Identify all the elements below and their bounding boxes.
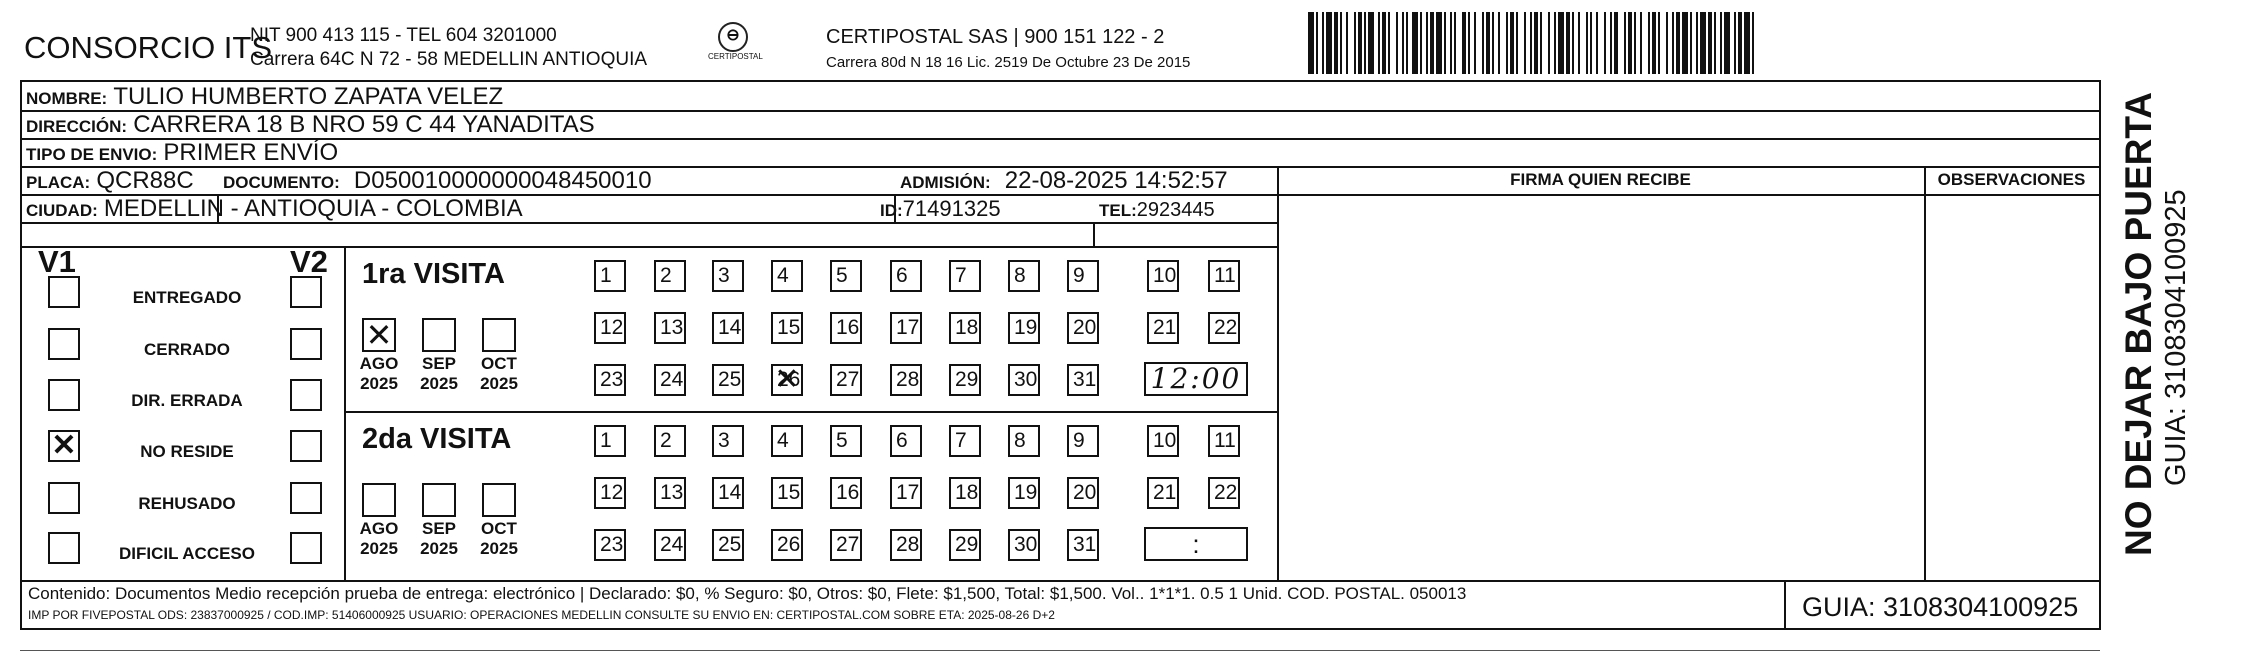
day-checkbox[interactable]: 14 — [712, 312, 744, 344]
ciudad-label: CIUDAD: — [26, 201, 98, 220]
barcode-bar — [1492, 12, 1494, 74]
day-checkbox[interactable]: 21 — [1147, 477, 1179, 509]
barcode-bar — [1708, 12, 1712, 74]
barcode-bar — [1558, 12, 1564, 74]
tel-row — [1099, 196, 1215, 224]
day-checkbox[interactable]: 1 — [594, 260, 626, 292]
v2-checkbox[interactable] — [290, 276, 322, 308]
v1-checkbox[interactable] — [48, 328, 80, 360]
barcode-bar — [1614, 12, 1618, 74]
day-checkbox[interactable]: 18 — [949, 477, 981, 509]
month-name: SEP — [421, 519, 457, 538]
contents-line: Contenido: Documentos Medio recepción prueba de entrega: electrónico | Declarado: $0, % Seguro: $0, Otros: $0, Flete: $1,500, Total: $1,500. Vol.. 1*1*1. 0.5 1 Unid. COD. POSTAL. 050013 — [28, 584, 1467, 603]
day-checkbox[interactable]: 10 — [1147, 260, 1179, 292]
day-checkbox[interactable]: 20 — [1067, 312, 1099, 344]
month-year: 2025 — [480, 374, 518, 393]
day-checkbox[interactable]: 7 — [949, 260, 981, 292]
day-checkbox[interactable]: 31 — [1067, 364, 1099, 396]
status-label: NO RESIDE — [140, 442, 234, 461]
day-checkbox[interactable]: 23 — [594, 364, 626, 396]
barcode-bar — [1534, 12, 1538, 74]
month-label — [412, 519, 466, 559]
visit-title: 1ra VISITA — [362, 258, 505, 290]
day-checkbox[interactable]: 24 — [654, 529, 686, 561]
print-info-line: IMP POR FIVEPOSTAL ODS: 23837000925 / COD.IMP: 51406000925 USUARIO: OPERACIONES MEDELLIN CONSULTE SU ENVIO EN: CERTIPOSTAL.COM SOBRE ETA: 2025-08-26 D+2 — [28, 608, 1055, 622]
nombre-value: TULIO HUMBERTO ZAPATA VELEZ — [113, 83, 504, 110]
day-checkbox[interactable]: 15 — [771, 312, 803, 344]
barcode-bar — [1596, 12, 1598, 74]
barcode-bar — [1624, 12, 1626, 74]
v2-header: V2 — [290, 244, 328, 279]
day-checkbox[interactable]: 29 — [949, 364, 981, 396]
barcode-bar — [1358, 12, 1362, 74]
id-value: 71491325 — [902, 196, 1001, 221]
nit-line: NIT 900 413 115 - TEL 604 3201000 — [250, 25, 557, 46]
barcode-bar — [1322, 12, 1324, 74]
barcode-bar — [1354, 12, 1356, 74]
month-year: 2025 — [360, 374, 398, 393]
barcode-bar — [1412, 12, 1418, 74]
barcode-bar — [1652, 12, 1656, 74]
day-checkbox[interactable]: 16 — [830, 477, 862, 509]
ciudad-row — [26, 196, 523, 224]
certipostal-address: Carrera 80d N 18 16 Lic. 2519 De Octubre 23 De 2015 — [826, 54, 1191, 71]
barcode-bar — [1572, 12, 1574, 74]
barcode-bar — [1738, 12, 1742, 74]
barcode-bar — [1672, 12, 1674, 74]
barcode-bar — [1734, 12, 1736, 74]
company-name: CONSORCIO ITS — [24, 30, 273, 65]
tel-label: TEL: — [1099, 201, 1137, 220]
month-checkbox[interactable] — [422, 318, 456, 352]
logo-text: CERTIPOSTAL — [708, 52, 763, 61]
barcode-bar — [1468, 12, 1470, 74]
barcode-bar — [1666, 12, 1668, 74]
day-checkbox[interactable]: 6 — [890, 260, 922, 292]
month-year: 2025 — [480, 539, 518, 558]
day-checkbox[interactable]: 3 — [712, 425, 744, 457]
barcode-bar — [1604, 12, 1606, 74]
month-checkbox[interactable] — [362, 483, 396, 517]
day-checkbox[interactable]: 24 — [654, 364, 686, 396]
v2-checkbox[interactable] — [290, 532, 322, 564]
day-checkbox[interactable]: 26 ✕ — [771, 364, 803, 396]
certipostal-info — [826, 24, 1190, 76]
barcode-bar — [1590, 12, 1592, 74]
barcode-bar — [1530, 12, 1532, 74]
day-checkbox[interactable]: 17 — [890, 477, 922, 509]
admision-value: 22-08-2025 14:52:57 — [1004, 167, 1228, 194]
barcode-bar — [1402, 12, 1404, 74]
tel-value: 2923445 — [1136, 199, 1215, 221]
day-checkbox[interactable]: 11 — [1208, 260, 1240, 292]
barcode-bar — [1566, 12, 1570, 74]
v1-checkbox[interactable] — [48, 379, 80, 411]
day-checkbox[interactable]: 3 — [712, 260, 744, 292]
visit-title: 2da VISITA — [362, 423, 512, 455]
firma-header: FIRMA QUIEN RECIBE — [1510, 170, 1691, 189]
day-checkbox[interactable]: 31 — [1067, 529, 1099, 561]
day-checkbox[interactable]: 8 — [1008, 425, 1040, 457]
day-checkbox[interactable]: 29 — [949, 529, 981, 561]
day-checkbox[interactable]: 12 — [594, 312, 626, 344]
barcode-bar — [1744, 12, 1750, 74]
day-checkbox[interactable]: 20 — [1067, 477, 1099, 509]
company-address: Carrera 64C N 72 - 58 MEDELLIN ANTIOQUIA — [250, 49, 648, 70]
day-checkbox[interactable]: 13 — [654, 312, 686, 344]
barcode-bar — [1326, 12, 1332, 74]
day-checkbox[interactable]: 17 — [890, 312, 922, 344]
month-name: AGO — [359, 354, 399, 373]
day-checkbox[interactable]: 1 — [594, 425, 626, 457]
v2-checkbox[interactable] — [290, 379, 322, 411]
v2-checkbox[interactable] — [290, 482, 322, 514]
barcode-bar — [1334, 12, 1338, 74]
month-checkbox[interactable] — [482, 318, 516, 352]
barcode-bar — [1554, 12, 1556, 74]
barcode-bar — [1420, 12, 1422, 74]
day-checkbox[interactable]: 4 — [771, 425, 803, 457]
admision-row — [900, 168, 1228, 196]
barcode-bar — [1450, 12, 1452, 74]
v1-header: V1 — [38, 244, 76, 279]
barcode-bar — [1462, 12, 1466, 74]
barcode-bar — [1578, 12, 1580, 74]
day-checkbox[interactable]: 27 — [830, 364, 862, 396]
barcode-bar — [1454, 12, 1456, 74]
barcode-bar — [1540, 12, 1542, 74]
barcode-bar — [1364, 12, 1366, 74]
documento-row — [223, 168, 652, 196]
day-checkbox[interactable]: 22 — [1208, 477, 1240, 509]
day-checkbox[interactable]: 2 — [654, 425, 686, 457]
status-label: REHUSADO — [138, 494, 236, 513]
day-checkbox[interactable]: 7 — [949, 425, 981, 457]
barcode-bar — [1516, 12, 1518, 74]
status-label: CERRADO — [144, 340, 230, 359]
day-checkbox[interactable]: 22 — [1208, 312, 1240, 344]
day-checkbox[interactable]: 9 — [1067, 425, 1099, 457]
month-label — [352, 519, 406, 559]
barcode-bar — [1658, 12, 1660, 74]
month-checkbox[interactable] — [482, 483, 516, 517]
barcode-bar — [1498, 12, 1500, 74]
day-checkbox[interactable]: 2 — [654, 260, 686, 292]
day-checkbox[interactable]: 25 — [712, 364, 744, 396]
month-label — [412, 354, 466, 394]
month-name: OCT — [481, 519, 517, 538]
barcode-bar — [1482, 12, 1484, 74]
month-checkbox[interactable] — [362, 318, 396, 352]
barcode-bar — [1406, 12, 1408, 74]
barcode-bar — [1700, 12, 1706, 74]
day-checkbox[interactable]: 14 — [712, 477, 744, 509]
day-checkbox[interactable]: 11 — [1208, 425, 1240, 457]
barcode-bar — [1474, 12, 1476, 74]
day-checkbox[interactable]: 25 — [712, 529, 744, 561]
barcode-bar — [1368, 12, 1374, 74]
month-label — [472, 354, 526, 394]
month-label — [352, 354, 406, 394]
barcode-bar — [1346, 12, 1348, 74]
month-name: SEP — [421, 354, 457, 373]
barcode-bar — [1524, 12, 1526, 74]
barcode — [1308, 12, 1948, 74]
barcode-bar — [1586, 12, 1588, 74]
barcode-bar — [1640, 12, 1642, 74]
placa-value: QCR88C — [96, 167, 194, 194]
barcode-bar — [1628, 12, 1632, 74]
placa-label: PLACA: — [26, 173, 91, 192]
v1-checkbox[interactable] — [48, 482, 80, 514]
observaciones-header: OBSERVACIONES — [1937, 170, 2086, 189]
admision-label: ADMISIÓN: — [900, 173, 991, 192]
documento-label: DOCUMENTO: — [223, 173, 340, 192]
time-field[interactable]: : — [1144, 527, 1248, 561]
barcode-bar — [1690, 12, 1692, 74]
month-year: 2025 — [420, 539, 458, 558]
month-name: OCT — [481, 354, 517, 373]
v2-checkbox[interactable] — [290, 430, 322, 462]
day-checkbox[interactable]: 4 — [771, 260, 803, 292]
barcode-bar — [1682, 12, 1688, 74]
barcode-bar — [1510, 12, 1514, 74]
barcode-bar — [1316, 12, 1318, 74]
barcode-bar — [1382, 12, 1386, 74]
day-checkbox[interactable]: 6 — [890, 425, 922, 457]
id-label: ID: — [880, 201, 903, 220]
barcode-bar — [1378, 12, 1380, 74]
month-year: 2025 — [420, 374, 458, 393]
day-checkbox[interactable]: 28 — [890, 364, 922, 396]
day-checkbox[interactable]: 5 — [830, 260, 862, 292]
barcode-bar — [1308, 12, 1314, 74]
month-year: 2025 — [360, 539, 398, 558]
direccion-row — [26, 112, 595, 140]
day-checkbox[interactable]: 30 — [1008, 364, 1040, 396]
direccion-value: CARRERA 18 B NRO 59 C 44 YANADITAS — [133, 111, 595, 138]
v1-checkbox[interactable] — [48, 276, 80, 308]
day-checkbox[interactable]: 30 — [1008, 529, 1040, 561]
v1-checkbox[interactable] — [48, 430, 80, 462]
day-checkbox[interactable]: 28 — [890, 529, 922, 561]
v2-checkbox[interactable] — [290, 328, 322, 360]
month-label — [472, 519, 526, 559]
id-row — [880, 196, 1001, 224]
barcode-bar — [1610, 12, 1612, 74]
barcode-bar — [1444, 12, 1446, 74]
day-checkbox[interactable]: 9 — [1067, 260, 1099, 292]
day-checkbox[interactable]: 16 — [830, 312, 862, 344]
logo-icon: ⊖ — [718, 22, 748, 52]
barcode-bar — [1340, 12, 1342, 74]
tipo-row — [26, 140, 338, 168]
barcode-bar — [1714, 12, 1716, 74]
ciudad-value: MEDELLIN - ANTIOQUIA - COLOMBIA — [103, 195, 523, 222]
barcode-bar — [1486, 12, 1490, 74]
tipo-label: TIPO DE ENVIO: — [26, 145, 158, 164]
day-checkbox[interactable]: 13 — [654, 477, 686, 509]
day-checkbox[interactable]: 19 — [1008, 477, 1040, 509]
time-field[interactable]: 12:00 — [1144, 362, 1248, 396]
day-checkbox[interactable]: 15 — [771, 477, 803, 509]
guia-number: GUIA: 3108304100925 — [1802, 592, 2079, 622]
barcode-bar — [1696, 12, 1698, 74]
side-guia: GUIA: 3108304100925 — [2160, 189, 2192, 486]
barcode-bar — [1720, 12, 1722, 74]
day-checkbox[interactable]: 26 — [771, 529, 803, 561]
day-checkbox[interactable]: 10 — [1147, 425, 1179, 457]
v1-checkbox[interactable] — [48, 532, 80, 564]
cut-line — [20, 650, 2100, 651]
certipostal-line: CERTIPOSTAL SAS | 900 151 122 - 2 — [826, 26, 1165, 48]
barcode-bar — [1426, 12, 1428, 74]
day-checkbox[interactable]: 23 — [594, 529, 626, 561]
nombre-label: NOMBRE: — [26, 89, 108, 108]
barcode-bar — [1676, 12, 1680, 74]
barcode-bar — [1648, 12, 1650, 74]
day-checkbox[interactable]: 19 — [1008, 312, 1040, 344]
month-checkbox[interactable] — [422, 483, 456, 517]
barcode-bar — [1634, 12, 1636, 74]
barcode-bar — [1548, 12, 1550, 74]
day-checkbox[interactable]: 12 — [594, 477, 626, 509]
placa-row — [26, 168, 194, 196]
status-label: ENTREGADO — [132, 288, 242, 307]
barcode-bar — [1388, 12, 1390, 74]
barcode-bar — [1396, 12, 1398, 74]
warning-text: NO DEJAR BAJO PUERTA — [2118, 92, 2159, 556]
barcode-bar — [1436, 12, 1442, 74]
day-checkbox[interactable]: 8 — [1008, 260, 1040, 292]
nombre-row — [26, 84, 503, 112]
day-checkbox[interactable]: 21 — [1147, 312, 1179, 344]
barcode-bar — [1430, 12, 1434, 74]
day-checkbox[interactable]: 27 — [830, 529, 862, 561]
day-checkbox[interactable]: 5 — [830, 425, 862, 457]
certipostal-logo — [708, 22, 763, 66]
shipping-label — [20, 80, 2101, 630]
status-label: DIFICIL ACCESO — [118, 544, 255, 563]
day-checkbox[interactable]: 18 — [949, 312, 981, 344]
status-label: DIR. ERRADA — [131, 391, 243, 410]
barcode-bar — [1724, 12, 1730, 74]
company-info — [250, 24, 647, 72]
barcode-bar — [1506, 12, 1508, 74]
direccion-label: DIRECCIÓN: — [26, 117, 128, 136]
month-name: AGO — [359, 519, 399, 538]
tipo-value: PRIMER ENVÍO — [163, 139, 339, 166]
barcode-bar — [1752, 12, 1754, 74]
documento-value: D050010000000048450010 — [353, 167, 652, 194]
